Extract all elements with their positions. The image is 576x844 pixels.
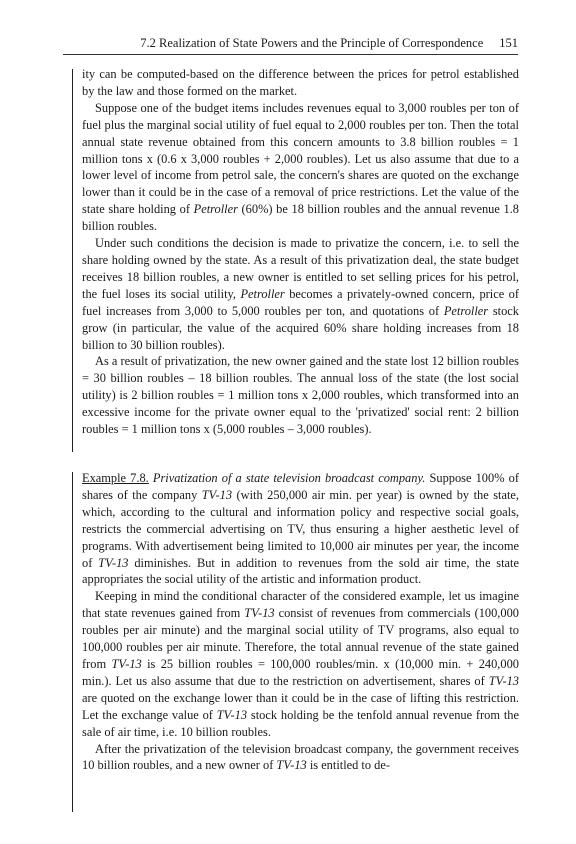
paragraph (82, 66, 519, 100)
company-name: TV-13 (244, 606, 275, 621)
paragraph-text: are quoted on the exchange lower than it could be in the case of lifting this restriction. Let the exchange value of (82, 690, 519, 722)
paragraph-text: consist of revenues from commercials (100,000 roubles per air minute) and the marginal social utility of TV programs, also equal to 100,000 roubles per air minute. Therefore, the total annual revenue of the state gained from (82, 606, 519, 671)
paragraph-text: becomes a privately-owned concern, price of fuel increases from 3,000 to 5,000 roubles per ton, and quotations of (82, 286, 519, 318)
paragraph-text: (60%) be 18 billion roubles and the annual revenue 1.8 billion roubles. (82, 202, 519, 234)
running-title: 7.2 Realization of State Powers and the Principle of Correspondence (140, 36, 484, 50)
paragraph-text: Keeping in mind the conditional character of the considered example, let us imagine that state revenues gained from (82, 589, 519, 621)
paragraph-text: stock holding be the tenfold annual revenue from the sale of air time, i.e. 10 billion roubles. (82, 707, 519, 739)
paragraph-text: stock grow (in particular, the value of the acquired 60% share holding increases from 18 billion to 30 billion roubles). (82, 303, 519, 352)
example-title: Privatization of a state television broadcast company. (152, 471, 426, 485)
margin-bar (72, 69, 73, 452)
paragraph-text: As a result of privatization, the new owner gained and the state lost 12 billion roubles = 30 billion roubles – 18 billion roubles. The annual loss of the state (the lost social utility) is 2 billion roubles = 1 million tons x 2,000 roubles, which transformed into an excessive income for the private owner equal to the 'privatized' social rent: 2 billion roubles = 1 million tons x (5,000 roubles – 3,000 roubles). (82, 354, 519, 437)
running-header (63, 34, 518, 52)
paragraph (82, 588, 519, 740)
company-name: Petroller (443, 303, 489, 318)
paragraph-text: Suppose 100% of shares of the company (82, 471, 519, 502)
company-name: Petroller (240, 286, 285, 301)
paragraph-text: (with 250,000 air min. per year) is owned by the state, which, according to the cultural and information policy and respective social goals, restricts the commercial advertising on TV, thus ensuring a higher aesthetic level of programs. With advertisement being limited to 10,000 air minutes per year, the income of (82, 487, 519, 570)
text-block-example-7-8 (82, 470, 519, 774)
margin-bar (72, 472, 73, 812)
paragraph-text: Suppose one of the budget items includes revenues equal to 3,000 roubles per ton of fuel plus the marginal social utility of fuel equal to 2,000 roubles per ton. Then the total annual state revenue obtained from this concern amounts to 3.8 billion roubles = 1 million tons x (0.6 x 3,000 roubles + 2,000 roubles). Let us also assume that due to a lower level of income from petrol sale, the concern's shares are quoted on the exchange lower than it could be in the case of a removal of price restrictions. Let the value of the state share holding of (82, 100, 519, 217)
company-name: TV-13 (488, 673, 519, 688)
paragraph-text: ity can be computed-based on the difference between the prices for petrol established by the law and those formed on the market. (82, 67, 519, 98)
paragraph (82, 470, 519, 588)
paragraph-text: is entitled to de- (306, 758, 390, 773)
paragraph (82, 100, 519, 235)
paragraph (82, 235, 519, 353)
paragraph-text: is 25 billion roubles = 100,000 roubles/min. x (10,000 min. + 240,000 min.). Let us also assume that due to the restriction on advertisement, shares of (82, 656, 519, 688)
company-name: TV-13 (216, 707, 248, 722)
paragraph (82, 353, 519, 438)
company-name: TV-13 (276, 758, 307, 773)
paragraph (82, 741, 519, 775)
company-name: TV-13 (98, 555, 129, 570)
page-number: 151 (499, 36, 518, 50)
company-name: TV-13 (111, 656, 142, 671)
example-label: Example 7.8. (82, 471, 149, 485)
company-name: TV-13 (201, 487, 233, 502)
header-rule (63, 54, 518, 55)
paragraph-text: diminishes. But in addition to revenues from the sold air time, the state appropriates the social utility of the artistic and information product. (82, 555, 519, 587)
text-block-petroller (82, 66, 519, 438)
paragraph-text: After the privatization of the television broadcast company, the government receives 10 billion roubles, and a new owner of (82, 741, 519, 773)
company-name: Petroller (193, 202, 238, 217)
paragraph-text: Under such conditions the decision is made to privatize the concern, i.e. to sell the share holding owned by the state. As a result of this privatization deal, the state budget receives 18 billion roubles, a new owner is entitled to set selling prices for his petrol, the fuel loses its social utility, (82, 236, 519, 301)
